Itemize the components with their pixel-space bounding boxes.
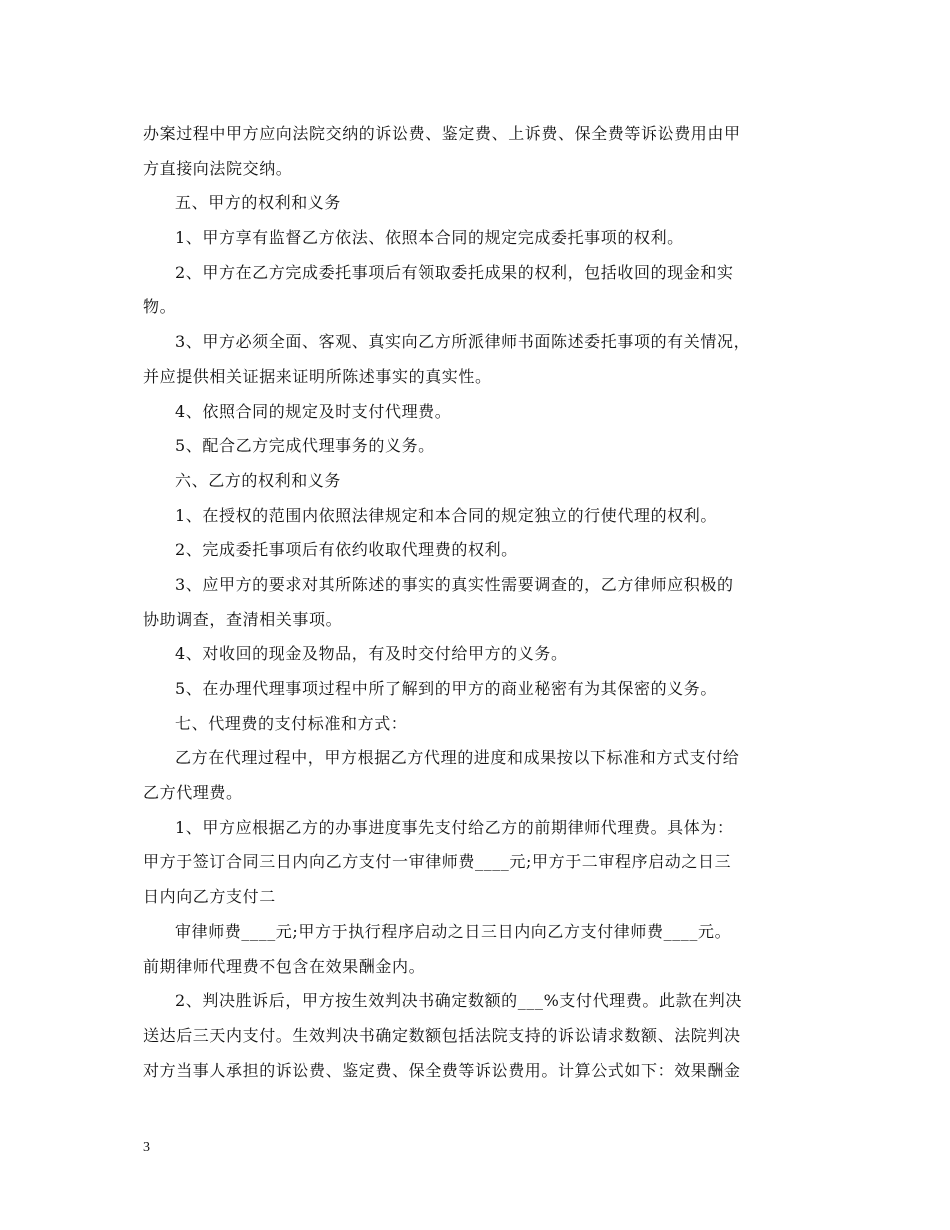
document-body [143,117,809,1088]
paragraph-line: 3、应甲方的要求对其所陈述的事实的真实性需要调查的，乙方律师应积极的 [175,574,734,594]
paragraph-line: 1、甲方应根据乙方的办事进度事先支付给乙方的前期律师代理费。具体为： [175,817,734,837]
paragraph-line: 方直接向法院交纳。 [143,158,293,178]
paragraph-line: 3、甲方必须全面、客观、真实向乙方所派律师书面陈述委托事项的有关情况， [175,332,751,352]
paragraph-line: 协助调查，查清相关事项。 [143,609,343,629]
paragraph-line: 日内向乙方支付二 [143,887,276,907]
paragraph-line: 4、依照合同的规定及时支付代理费。 [175,401,452,421]
paragraph-line: 并应提供相关证据来证明所陈述事实的真实性。 [143,366,492,386]
paragraph-line: 对方当事人承担的诉讼费、鉴定费、保全费等诉讼费用。计算公式如下：效果酬金 [143,1060,741,1080]
paragraph-line: 物。 [143,297,177,317]
paragraph-line: 2、完成委托事项后有依约收取代理费的权利。 [175,540,518,560]
section-heading: 七、代理费的支付标准和方式： [175,713,408,733]
section-heading: 六、乙方的权利和义务 [175,470,342,490]
paragraph-line: 4、对收回的现金及物品，有及时交付给甲方的义务。 [175,644,568,664]
paragraph-line: 乙方代理费。 [143,783,243,803]
paragraph-line: 前期律师代理费不包含在效果酬金内。 [143,956,426,976]
paragraph-line: 2、判决胜诉后，甲方按生效判决书确定数额的___%支付代理费。此款在判决 [175,991,742,1011]
paragraph-line: 送达后三天内支付。生效判决书确定数额包括法院支持的诉讼请求数额、法院判决 [143,1025,741,1045]
section-heading: 五、甲方的权利和义务 [175,193,342,213]
page-number: 3 [143,1140,150,1155]
paragraph-line: 1、甲方享有监督乙方依法、依照本合同的规定完成委托事项的权利。 [175,228,684,248]
paragraph-line: 审律师费____元;甲方于执行程序启动之日三日内向乙方支付律师费____元。 [175,921,732,941]
paragraph-line: 2、甲方在乙方完成委托事项后有领取委托成果的权利，包括收回的现金和实 [175,262,734,282]
paragraph-line: 5、在办理代理事项过程中所了解到的甲方的商业秘密有为其保密的义务。 [175,679,717,698]
paragraph-line: 1、在授权的范围内依照法律规定和本合同的规定独立的行使代理的权利。 [175,505,717,525]
paragraph-line: 甲方于签订合同三日内向乙方支付一审律师费____元;甲方于二审程序启动之日三 [143,852,732,872]
paragraph-line: 5、配合乙方完成代理事务的义务。 [175,436,435,456]
paragraph-line: 乙方在代理过程中，甲方根据乙方代理的进度和成果按以下标准和方式支付给 [175,748,740,768]
paragraph-line: 办案过程中甲方应向法院交纳的诉讼费、鉴定费、上诉费、保全费等诉讼费用由甲 [143,124,741,143]
